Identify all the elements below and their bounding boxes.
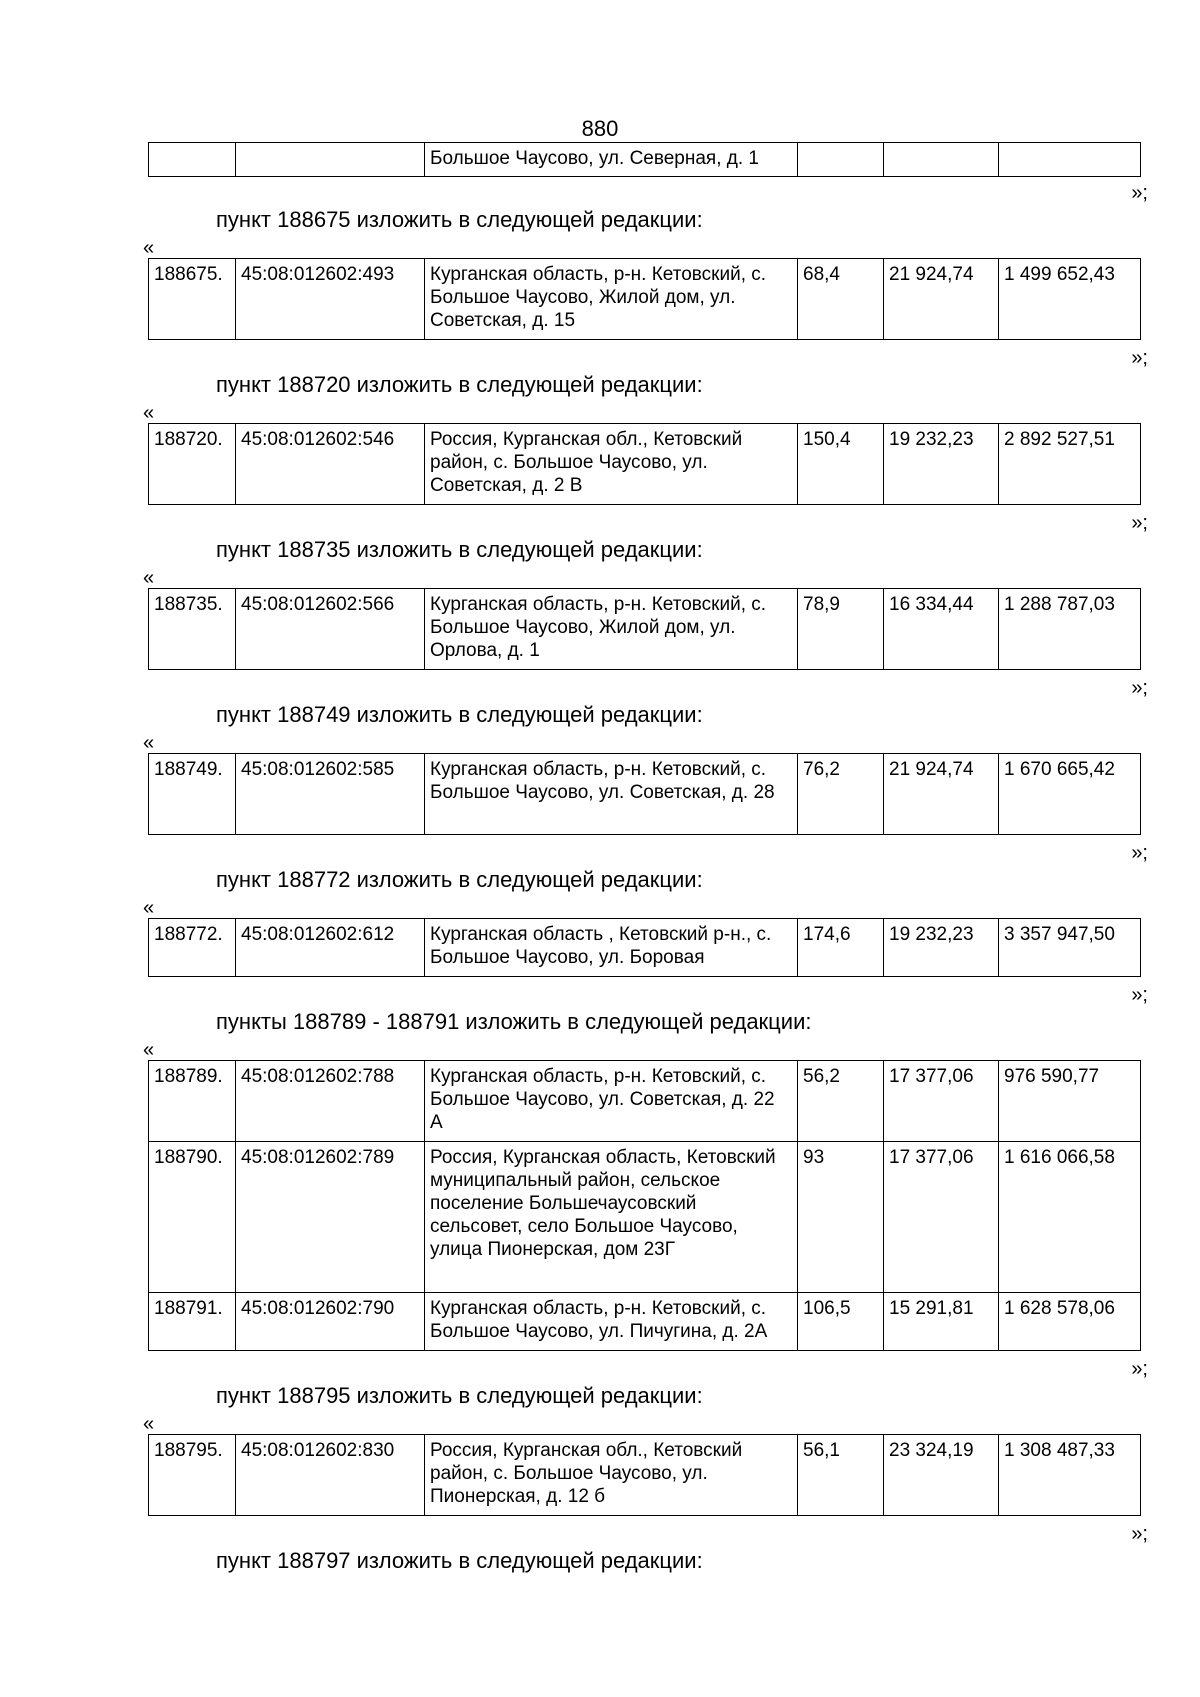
row-number: 188772. xyxy=(149,919,236,977)
rate: 17 377,06 xyxy=(884,1061,999,1142)
cadastral-number: 45:08:012602:790 xyxy=(236,1293,425,1351)
amendment-table xyxy=(148,918,1141,977)
row-number xyxy=(149,143,236,177)
area: 106,5 xyxy=(798,1293,884,1351)
row-number: 188749. xyxy=(149,754,236,835)
table-row xyxy=(149,919,1141,977)
row-number: 188720. xyxy=(149,424,236,505)
row-number: 188791. xyxy=(149,1293,236,1351)
amendment-table xyxy=(148,258,1141,340)
area: 76,2 xyxy=(798,754,884,835)
continuation-table xyxy=(148,142,1141,177)
row-number: 188735. xyxy=(149,589,236,670)
amendment-table xyxy=(148,423,1141,505)
row-number: 188789. xyxy=(149,1061,236,1142)
address: Курганская область, р-н. Кетовский, с. Большое Чаусово, ул. Советская, д. 28 xyxy=(425,754,798,835)
cadastral-value xyxy=(999,143,1141,177)
section-heading: пункт 188749 изложить в следующей редакции: xyxy=(216,702,703,727)
close-quote: »; xyxy=(1131,842,1148,864)
area: 56,2 xyxy=(798,1061,884,1142)
area: 56,1 xyxy=(798,1435,884,1516)
amendment-table xyxy=(148,588,1141,670)
area: 68,4 xyxy=(798,259,884,340)
cadastral-value: 2 892 527,51 xyxy=(999,424,1141,505)
close-quote: »; xyxy=(1131,677,1148,699)
section-heading: пункт 188772 изложить в следующей редакции: xyxy=(216,867,703,892)
rate xyxy=(884,143,999,177)
rate: 21 924,74 xyxy=(884,259,999,340)
table-row xyxy=(149,754,1141,835)
close-quote: »; xyxy=(1131,347,1148,369)
area: 78,9 xyxy=(798,589,884,670)
cadastral-value: 1 670 665,42 xyxy=(999,754,1141,835)
row-number: 188790. xyxy=(149,1142,236,1293)
cadastral-number: 45:08:012602:566 xyxy=(236,589,425,670)
address: Россия, Курганская обл., Кетовский район, с. Большое Чаусово, ул. Советская, д. 2 В xyxy=(425,424,798,505)
address: Курганская область, р-н. Кетовский, с. Большое Чаусово, ул. Советская, д. 22 А xyxy=(425,1061,798,1142)
open-quote: « xyxy=(143,237,155,259)
cadastral-value: 3 357 947,50 xyxy=(999,919,1141,977)
open-quote: « xyxy=(143,567,155,589)
amendment-table xyxy=(148,753,1141,835)
address: Большое Чаусово, ул. Северная, д. 1 xyxy=(425,143,798,177)
area: 93 xyxy=(798,1142,884,1293)
table-row xyxy=(149,1061,1141,1142)
area xyxy=(798,143,884,177)
open-quote: « xyxy=(143,1413,155,1435)
open-quote: « xyxy=(143,1039,155,1061)
section-heading: пункт 188795 изложить в следующей редакции: xyxy=(216,1383,703,1408)
cadastral-value: 1 499 652,43 xyxy=(999,259,1141,340)
table-row xyxy=(149,424,1141,505)
table-row xyxy=(149,143,1141,177)
row-number: 188675. xyxy=(149,259,236,340)
section-heading: пункт 188675 изложить в следующей редакции: xyxy=(216,207,703,232)
address: Курганская область, р-н. Кетовский, с. Большое Чаусово, ул. Пичугина, д. 2А xyxy=(425,1293,798,1351)
close-quote: »; xyxy=(1131,182,1148,204)
rate: 23 324,19 xyxy=(884,1435,999,1516)
cadastral-value: 1 308 487,33 xyxy=(999,1435,1141,1516)
rate: 19 232,23 xyxy=(884,424,999,505)
close-quote: »; xyxy=(1131,984,1148,1006)
amendment-table xyxy=(148,1060,1141,1351)
cadastral-number: 45:08:012602:585 xyxy=(236,754,425,835)
cadastral-number: 45:08:012602:789 xyxy=(236,1142,425,1293)
cadastral-number: 45:08:012602:788 xyxy=(236,1061,425,1142)
cadastral-value: 1 628 578,06 xyxy=(999,1293,1141,1351)
amendment-table xyxy=(148,1434,1141,1516)
page-number: 880 xyxy=(581,116,619,141)
cadastral-number xyxy=(236,143,425,177)
open-quote: « xyxy=(143,402,155,424)
cadastral-value: 1 616 066,58 xyxy=(999,1142,1141,1293)
section-heading: пункт 188735 изложить в следующей редакции: xyxy=(216,537,703,562)
rate: 19 232,23 xyxy=(884,919,999,977)
address: Курганская область, р-н. Кетовский, с. Большое Чаусово, Жилой дом, ул. Орлова, д. 1 xyxy=(425,589,798,670)
close-quote: »; xyxy=(1131,1358,1148,1380)
open-quote: « xyxy=(143,897,155,919)
rate: 17 377,06 xyxy=(884,1142,999,1293)
row-number: 188795. xyxy=(149,1435,236,1516)
cadastral-value: 976 590,77 xyxy=(999,1061,1141,1142)
cadastral-number: 45:08:012602:612 xyxy=(236,919,425,977)
cadastral-number: 45:08:012602:830 xyxy=(236,1435,425,1516)
area: 150,4 xyxy=(798,424,884,505)
address: Курганская область, р-н. Кетовский, с. Большое Чаусово, Жилой дом, ул. Советская, д. 15 xyxy=(425,259,798,340)
section-heading: пункт 188797 изложить в следующей редакции: xyxy=(216,1548,703,1573)
rate: 15 291,81 xyxy=(884,1293,999,1351)
table-row xyxy=(149,1435,1141,1516)
rate: 16 334,44 xyxy=(884,589,999,670)
rate: 21 924,74 xyxy=(884,754,999,835)
cadastral-value: 1 288 787,03 xyxy=(999,589,1141,670)
cadastral-number: 45:08:012602:493 xyxy=(236,259,425,340)
address: Россия, Курганская область, Кетовский муниципальный район, сельское поселение Большечаусовский сельсовет, село Большое Чаусово, улица Пионерская, дом 23Г xyxy=(425,1142,798,1293)
close-quote: »; xyxy=(1131,512,1148,534)
section-heading: пункт 188720 изложить в следующей редакции: xyxy=(216,372,703,397)
address: Курганская область , Кетовский р-н., с. Большое Чаусово, ул. Боровая xyxy=(425,919,798,977)
table-row xyxy=(149,1293,1141,1351)
close-quote: »; xyxy=(1131,1523,1148,1545)
table-row xyxy=(149,589,1141,670)
cadastral-number: 45:08:012602:546 xyxy=(236,424,425,505)
open-quote: « xyxy=(143,732,155,754)
area: 174,6 xyxy=(798,919,884,977)
section-heading: пункты 188789 - 188791 изложить в следующей редакции: xyxy=(216,1009,812,1034)
address: Россия, Курганская обл., Кетовский район, с. Большое Чаусово, ул. Пионерская, д. 12 б xyxy=(425,1435,798,1516)
table-row xyxy=(149,259,1141,340)
table-row xyxy=(149,1142,1141,1293)
